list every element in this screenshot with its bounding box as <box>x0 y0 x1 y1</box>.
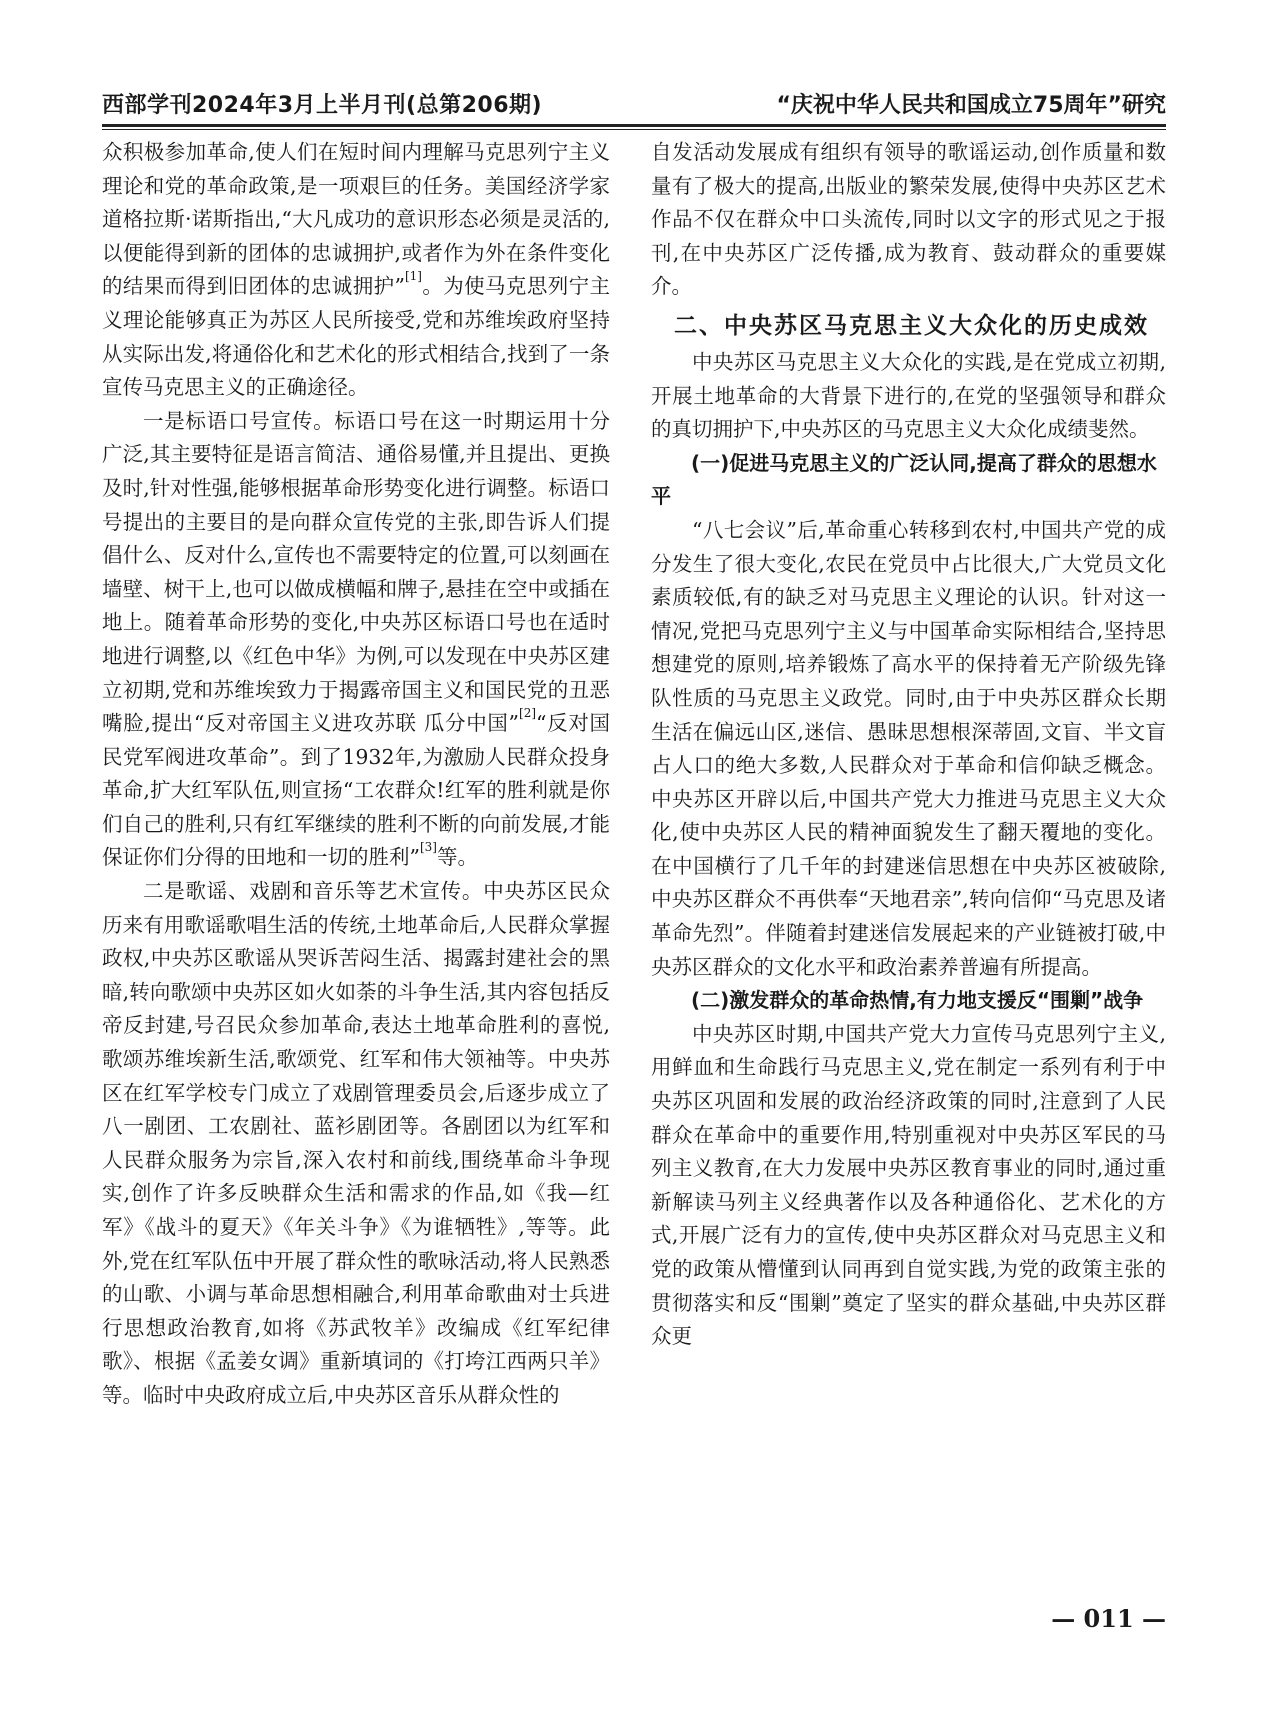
paragraph <box>102 405 610 875</box>
paragraph: 二是歌谣、戏剧和音乐等艺术宣传。中央苏区民众历来有用歌谣歌唱生活的传统,土地革命后,人民群众掌握政权,中央苏区歌谣从哭诉苦闷生活、揭露封建社会的黑暗,转向歌颂中央苏区如火如荼的斗争生活,其内容包括反帝反封建,号召民众参加革命,表达土地革命胜利的喜悦,歌颂苏维埃新生活,歌颂党、红军和伟大领袖等。中央苏区在红军学校专门成立了戏剧管理委员会,后逐步成立了八一剧团、工农剧社、蓝衫剧团等。各剧团以为红军和人民群众服务为宗旨,深入农村和前线,围绕革命斗争现实,创作了许多反映群众生活和需求的作品,如《我—红军》《战斗的夏天》《年关斗争》《为谁牺牲》,等等。此外,党在红军队伍中开展了群众性的歌咏活动,将人民熟悉的山歌、小调与革命思想相融合,利用革命歌曲对士兵进行思想政治教育,如将《苏武牧羊》改编成《红军纪律歌》、根据《孟姜女调》重新填词的《打垮江西两只羊》等。临时中央政府成立后,中央苏区音乐从群众性的 <box>102 879 610 1407</box>
header-rule <box>102 124 1166 127</box>
paragraph: 中央苏区时期,中国共产党大力宣传马克思列宁主义,用鲜血和生命践行马克思主义,党在制定一系列有利于中央苏区巩固和发展的政治经济政策的同时,注意到了人民群众在革命中的重要作用,特别重视对中央苏区军民的马列主义教育,在大力发展中央苏区教育事业的同时,通过重新解读马列主义经典著作以及各种通俗化、艺术化的方式,开展广泛有力的宣传,使中央苏区群众对马克思主义和党的政策从懵懂到认同再到自觉实践,为党的政策主张的贯彻落实和反“围剿”奠定了坚实的群众基础,中央苏区群众更 <box>651 1021 1166 1349</box>
header-rule-thin <box>102 129 1166 130</box>
citation: [3] <box>419 840 437 855</box>
section-heading: 二、中央苏区马克思主义大众化的历史成效 <box>674 312 1149 339</box>
paragraph <box>102 136 610 405</box>
subsection-heading: (二)激发群众的革命热情,有力地支援反“围剿”战争 <box>691 988 1144 1013</box>
text: 等。 <box>436 845 478 870</box>
running-header <box>102 84 1166 124</box>
citation: [2] <box>519 706 537 721</box>
paragraph: 自发活动发展成有组织有领导的歌谣运动,创作质量和数量有了极大的提高,出版业的繁荣发展,使得中央苏区艺术作品不仅在群众中口头流传,同时以文字的形式见之于报刊,在中央苏区广泛传播,成为教育、鼓动群众的重要媒介。 <box>651 140 1166 299</box>
page-number: — 011 — <box>1051 1604 1166 1633</box>
citation: [1] <box>404 269 422 284</box>
subsection-heading: (一)促进马克思主义的广泛认同,提高了群众的思想水平 <box>651 450 1157 509</box>
left-column <box>102 136 610 1596</box>
paragraph: 中央苏区马克思主义大众化的实践,是在党成立初期,开展土地革命的大背景下进行的,在党的坚强领导和群众的真切拥护下,中央苏区的马克思主义大众化成绩斐然。 <box>651 349 1166 442</box>
right-column <box>651 136 1166 1596</box>
paragraph: “八七会议”后,革命重心转移到农村,中国共产党的成分发生了很大变化,农民在党员中占比很大,广大党员文化素质较低,有的缺乏对马克思主义理论的认识。针对这一情况,党把马克思列宁主义与中国革命实际相结合,坚持思想建党的原则,培养锻炼了高水平的保持着无产阶级先锋队性质的马克思主义政党。同时,由于中央苏区群众长期生活在偏远山区,迷信、愚昧思想根深蒂固,文盲、半文盲占人口的绝大多数,人民群众对于革命和信仰缺乏概念。中央苏区开辟以后,中国共产党大力推进马克思主义大众化,使中央苏区人民的精神面貌发生了翻天覆地的变化。在中国横行了几千年的封建迷信思想在中央苏区被破除,中央苏区群众不再供奉“天地君亲”,转向信仰“马克思及诸革命先烈”。伴随着封建迷信发展起来的产业链被打破,中央苏区群众的文化水平和政治素养普遍有所提高。 <box>651 517 1166 979</box>
text: 众积极参加革命,使人们在短时间内理解马克思列宁主义理论和党的革命政策,是一项艰巨的任务。美国经济学家道格拉斯·诺斯指出,“大凡成功的意识形态必须是灵活的,以便能得到新的团体的忠诚拥护,或者作为外在条件变化的结果而得到旧团体的忠诚拥护” <box>102 140 610 299</box>
text: “反对国民党军阀进攻革命”。到了1932年,为激励人民群众投身革命,扩大红军队伍,则宣扬“工农群众!红军的胜利就是你们自己的胜利,只有红军继续的胜利不断的向前发展,才能保证你们分得的田地和一切的胜利” <box>102 711 610 870</box>
text: 。为使马克思列宁主义理论能够真正为苏区人民所接受,党和苏维埃政府坚持从实际出发,将通俗化和艺术化的形式相结合,找到了一条宣传马克思主义的正确途径。 <box>102 274 610 400</box>
column-title: “庆祝中华人民共和国成立75周年”研究 <box>776 93 1166 118</box>
journal-issue: 西部学刊2024年3月上半月刊(总第206期) <box>102 93 543 118</box>
text: 一是标语口号宣传。标语口号在这一时期运用十分广泛,其主要特征是语言简洁、通俗易懂,并且提出、更换及时,针对性强,能够根据革命形势变化进行调整。标语口号提出的主要目的是向群众宣传党的主张,即告诉人们提倡什么、反对什么,宣传也不需要特定的位置,可以刻画在墙壁、树干上,也可以做成横幅和牌子,悬挂在空中或插在地上。随着革命形势的变化,中央苏区标语口号也在适时地进行调整,以《红色中华》为例,可以发现在中央苏区建立初期,党和苏维埃致力于揭露帝国主义和国民党的丑恶嘴脸,提出“反对帝国主义进攻苏联 瓜分中国” <box>102 408 610 736</box>
